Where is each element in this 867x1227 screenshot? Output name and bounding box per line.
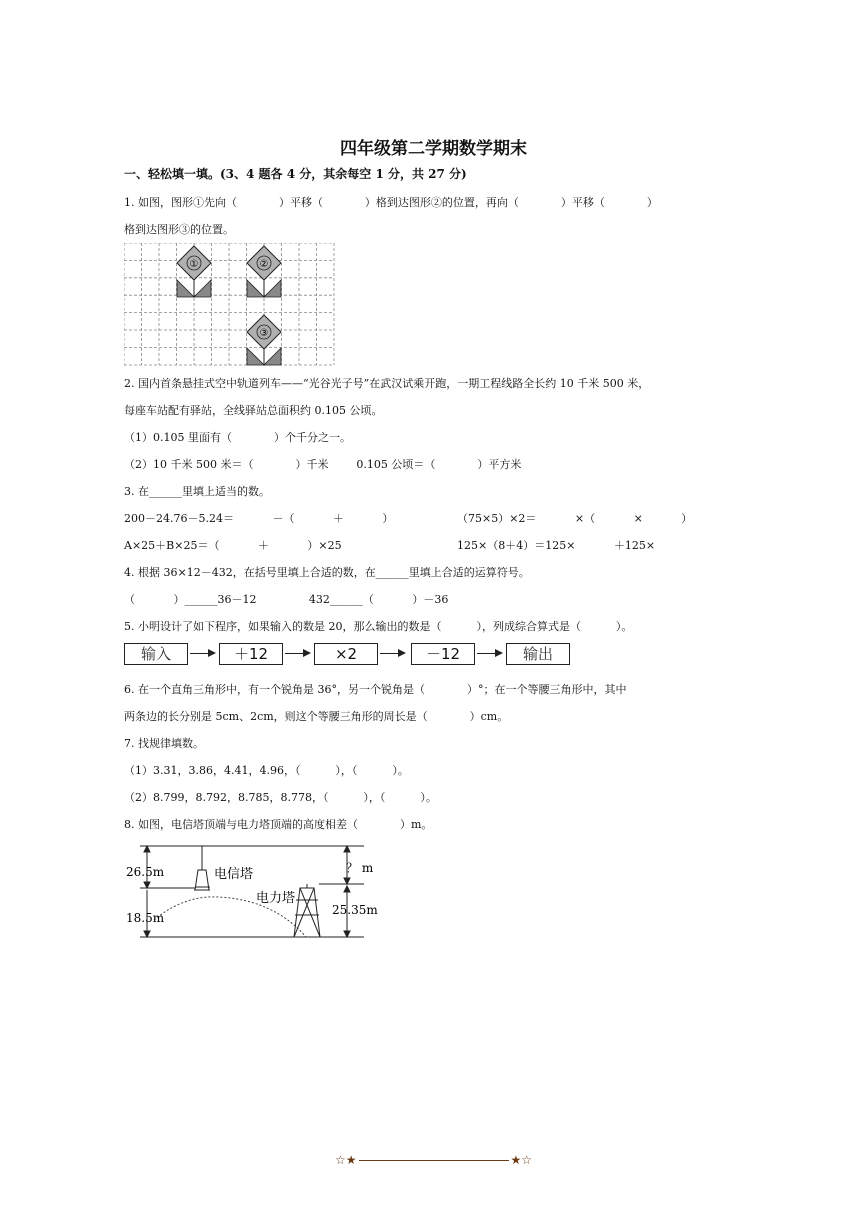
q2-text-line1: 2. 国内首条悬挂式空中轨道列车——“光谷光子号”在武汉试乘开跑，一期工程线路全长约 10 千米 500 米， (124, 377, 650, 390)
figure-1 (177, 246, 211, 297)
flow-arrow (190, 653, 214, 654)
q7-sub1: （1）3.31，3.86，4.41，4.96，（ ），（ ）。 (124, 764, 409, 777)
tower-height-diagram (124, 840, 384, 942)
footer-stars-right: ★☆ (510, 1153, 533, 1167)
q3-row2-right: 125×（8＋4）＝125× ＋125× (457, 539, 656, 552)
flow-box-minus12: －12 (411, 643, 475, 665)
height-label-hill: 18.5m (126, 911, 165, 925)
footer-divider (359, 1160, 509, 1161)
power-tower-label: 电力塔 (256, 891, 296, 906)
flow-box-output: 输出 (506, 643, 570, 665)
q1-text-line1: 1. 如图，图形①先向（ ）平移（ ）格到达图形②的位置，再向（ ）平移（ ） (124, 196, 658, 209)
figure-3 (247, 315, 281, 365)
figure-1-label: ① (189, 259, 199, 270)
flow-box-plus12: ＋12 (219, 643, 283, 665)
q1-text-line2: 格到达图形③的位置。 (124, 223, 234, 236)
figure-2 (247, 246, 281, 297)
q4-text: 4. 根据 36×12－432，在括号里填上合适的数，在______里填上合适的运算符号。 (124, 566, 530, 579)
footer-stars-left: ☆★ (334, 1153, 357, 1167)
q5-text: 5. 小明设计了如下程序，如果输入的数是 20，那么输出的数是（ ），列成综合算式是（ ）。 (124, 620, 633, 633)
flow-box-input: 输入 (124, 643, 188, 665)
q3-row1-left: 200－24.76－5.24＝ －（ ＋ ） (124, 512, 394, 525)
flow-arrow (285, 653, 309, 654)
q8-text: 8. 如图，电信塔顶端与电力塔顶端的高度相差（ ）m。 (124, 818, 433, 831)
q1-grid-figure (124, 243, 336, 369)
height-label-power: 25.35m (332, 903, 378, 917)
page-title: 四年级第二学期数学期末 (340, 139, 527, 159)
q3-row2-left: A×25＋B×25＝（ ＋ ）×25 (124, 539, 342, 552)
q3-row1-right: （75×5）×2＝ ×（ × ） (457, 512, 693, 525)
flow-box-times2: ×2 (314, 643, 378, 665)
q7-sub2: （2）8.799，8.792，8.785，8.778，（ ），（ ）。 (124, 791, 437, 804)
q2-text-line2: 每座车站配有驿站，全线驿站总面积约 0.105 公顷。 (124, 404, 383, 417)
q4-expression: （ ）______36－12 432______（ ）－36 (124, 593, 449, 606)
flow-arrow (477, 653, 501, 654)
q6-text-line2: 两条边的长分别是 5cm、2cm，则这个等腰三角形的周长是（ ）cm。 (124, 710, 509, 723)
section-heading: 一、轻松填一填。(3、4 题各 4 分，其余每空 1 分，共 27 分) (124, 167, 467, 181)
height-diff-label: ？ m (346, 861, 374, 875)
q2-sub2: （2）10 千米 500 米＝（ ）千米 0.105 公顷＝（ ）平方米 (124, 458, 522, 471)
flow-arrow (380, 653, 404, 654)
figure-3-label: ③ (259, 328, 269, 339)
height-label-telecom: 26.5m (126, 865, 165, 879)
q7-text: 7. 找规律填数。 (124, 737, 204, 750)
q6-text-line1: 6. 在一个直角三角形中，有一个锐角是 36°，另一个锐角是（ ）°；在一个等腰三角形中，其中 (124, 683, 627, 696)
telecom-tower-label: 电信塔 (214, 867, 254, 882)
figure-2-label: ② (259, 259, 269, 270)
q2-sub1: （1）0.105 里面有（ ）个千分之一。 (124, 431, 351, 444)
q3-text: 3. 在______里填上适当的数。 (124, 485, 270, 498)
page-footer (0, 1153, 867, 1167)
